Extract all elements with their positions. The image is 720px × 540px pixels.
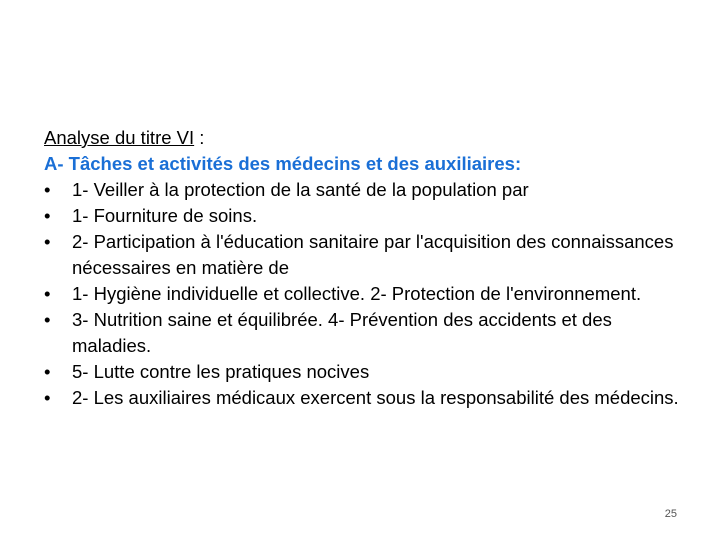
bullet-text: 2- Les auxiliaires médicaux exercent sous la responsabilité des médecins. [72,387,679,408]
bullet-marker: • [44,179,51,200]
bullet-text: 2- Participation à l'éducation sanitaire par l'acquisition des connaissances nécessaires en matière de [72,231,674,278]
bullet-item [44,229,684,281]
bullet-text: 3- Nutrition saine et équilibrée. 4- Prévention des accidents et des maladies. [72,309,612,356]
section-heading: A- Tâches et activités des médecins et des auxiliaires: [44,153,522,174]
bullet-marker: • [44,231,51,252]
bullet-item [44,385,684,411]
bullet-item [44,177,684,203]
slide-content [44,125,684,411]
bullet-marker: • [44,309,51,330]
bullet-text: 1- Veiller à la protection de la santé de la population par [72,179,529,200]
bullet-item [44,359,684,385]
slide-subtitle [44,125,684,151]
bullet-item [44,203,684,229]
bullet-text: 1- Fourniture de soins. [72,205,258,226]
subtitle-underlined-text: Analyse du titre VI [44,127,195,148]
subtitle-suffix: : [194,127,205,148]
bullet-marker: • [44,361,51,382]
bullet-item [44,281,684,307]
bullet-text: 1- Hygiène individuelle et collective. 2- Protection de l'environnement. [72,283,642,304]
bullet-text: 5- Lutte contre les pratiques nocives [72,361,370,382]
bullet-marker: • [44,205,51,226]
page-number: 25 [664,508,677,520]
bullet-list [44,177,684,411]
bullet-item [44,307,684,359]
bullet-marker: • [44,387,51,408]
bullet-marker: • [44,283,51,304]
